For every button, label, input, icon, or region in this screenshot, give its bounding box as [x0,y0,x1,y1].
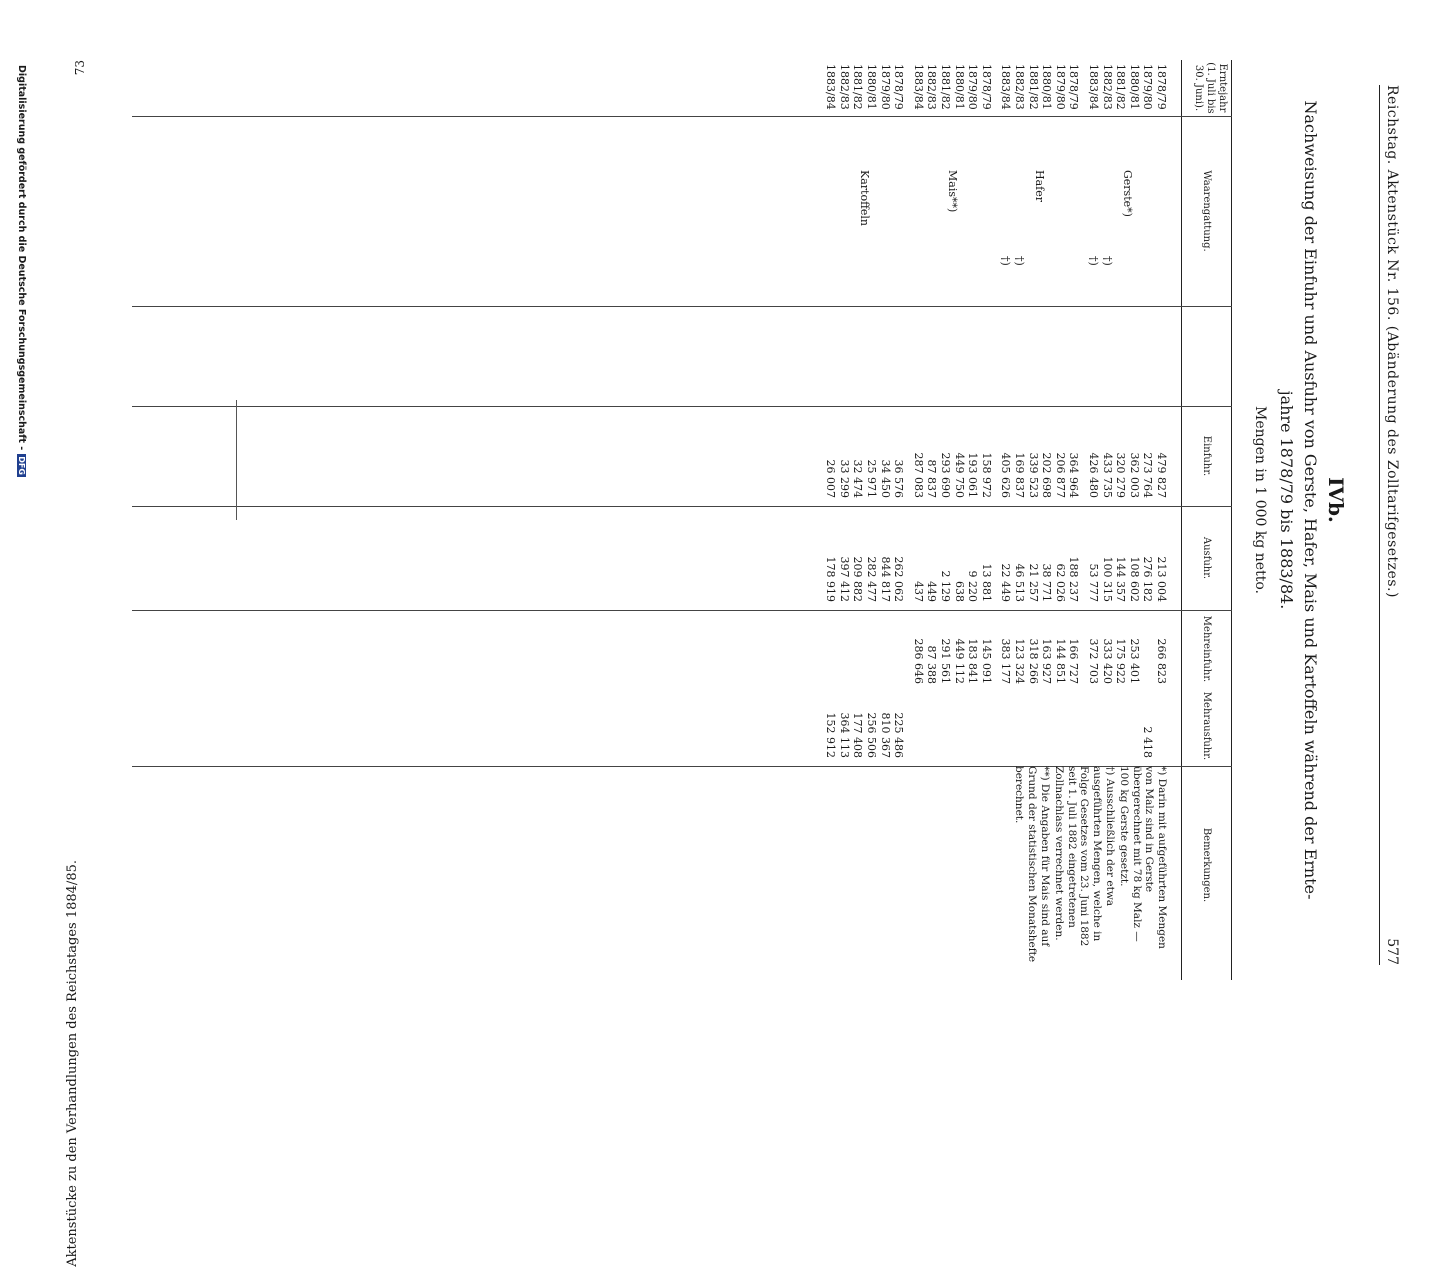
cell-import: 36 576 [892,459,906,498]
header-remarks: Bemerkungen. [1201,827,1212,903]
cell-import: 426 480 [1087,452,1100,498]
cell-year: 1883/84 [824,64,838,110]
cell-net-import: 449 112 [952,638,966,684]
cell-year: 1882/83 [1100,64,1114,110]
cell-export: 449 [925,581,939,602]
cell-import: 479 827 [1155,452,1168,498]
cell-export: 282 477 [865,556,878,602]
cell-net-export: 2 418 [1141,726,1155,758]
header-export: Ausfuhr. [1201,536,1212,580]
cell-year: 1879/80 [878,64,892,110]
cell-net-import: 87 388 [925,645,939,684]
cell-import: 339 523 [1026,452,1040,498]
cell-export: 21 257 [1026,563,1040,602]
section-number: IVb. [1324,477,1348,523]
cell-import: 449 750 [952,452,966,498]
cell-import: 364 964 [1067,452,1081,498]
header-year: Erntejahr (1. Juli bis 30. Juni). [1193,62,1228,114]
cell-net-import: 266 823 [1155,638,1168,684]
page-number: 577 [1384,938,1400,965]
cell-import: 293 690 [939,452,952,498]
cell-export: 38 771 [1040,563,1054,602]
cell-mark: †) [999,256,1013,266]
cell-year: 1878/79 [892,64,906,110]
commodity-label: Gerste*) [1121,170,1134,217]
cell-export: 13 881 [979,563,993,602]
unit-line: Mengen in 1 000 kg netto. [1252,406,1268,594]
cell-year: 1881/82 [851,64,865,110]
statistics-table [132,60,1242,980]
cell-import: 158 972 [979,452,993,498]
cell-year: 1880/81 [1040,64,1054,110]
footer-page-number: 73 [73,60,87,76]
cell-net-import: 163 927 [1040,638,1054,684]
cell-export: 209 882 [851,556,865,602]
title-line-2: jahre 1878/79 bis 1883/84. [1277,390,1296,610]
cell-export: 46 513 [1013,563,1026,602]
cell-import: 433 735 [1100,452,1114,498]
cell-net-import: 286 646 [911,638,925,684]
cell-year: 1878/79 [979,64,993,110]
table-top-rule [1231,60,1232,980]
cell-export: 22 449 [999,563,1013,602]
cell-year: 1881/82 [1026,64,1040,110]
cell-net-import: 291 561 [939,638,952,684]
cell-year: 1883/84 [1087,64,1100,110]
cell-export: 62 026 [1053,563,1067,602]
cell-year: 1879/80 [966,64,980,110]
cell-net-export: 256 506 [865,712,878,758]
cell-import: 33 299 [837,459,851,498]
cell-year: 1881/82 [1114,64,1128,110]
cell-year: 1880/81 [1127,64,1141,110]
cell-year: 1879/80 [1053,64,1067,110]
title-line-1: Nachweisung der Einfuhr und Ausfuhr von Gerste, Hafer, Mais und Kartoffeln während der Ernte- [1301,100,1320,900]
cell-import: 25 971 [865,459,878,498]
cell-net-import: 253 401 [1127,638,1141,684]
cell-import: 320 279 [1114,452,1128,498]
commodity-label: Hafer [1033,170,1047,202]
cell-year: 1878/79 [1155,64,1168,110]
cell-import: 206 877 [1053,452,1067,498]
cell-year: 1883/84 [911,64,925,110]
cell-export: 397 412 [837,556,851,602]
cell-mark: †) [1100,256,1114,266]
cell-mark: †) [1087,256,1100,266]
column-divider [132,610,1232,611]
cell-net-import: 123 324 [1013,638,1026,684]
cell-net-export: 364 113 [837,712,851,758]
cell-import: 26 007 [824,459,838,498]
cell-import: 273 764 [1141,452,1155,498]
cell-export: 178 919 [824,556,838,602]
cell-net-import: 318 266 [1026,638,1040,684]
column-divider [132,306,1232,307]
column-divider [132,406,1232,407]
cell-net-import: 166 727 [1067,638,1081,684]
cell-import: 362 003 [1127,452,1141,498]
commodity-label: Kartoffeln [858,170,872,227]
cell-import: 169 837 [1013,452,1026,498]
cell-net-export: 177 408 [851,712,865,758]
header-commodity: Waarengattung. [1201,170,1212,252]
header-net-export: Mehrausfuhr. [1201,691,1212,761]
cell-year: 1882/83 [925,64,939,110]
cell-year: 1882/83 [1013,64,1026,110]
cell-import: 202 698 [1040,452,1054,498]
cell-net-export: 810 367 [878,712,892,758]
header-net-import: Mehreinfuhr. [1201,615,1212,683]
cell-year: 1878/79 [1067,64,1081,110]
cell-net-export: 225 486 [892,712,906,758]
cell-import: 287 083 [911,452,925,498]
cell-import: 32 474 [851,459,865,498]
cell-export: 213 004 [1155,556,1168,602]
cell-year: 1880/81 [865,64,878,110]
cell-net-import: 145 091 [979,638,993,684]
cell-export: 188 237 [1067,556,1081,602]
digitization-text: Digitalisierung gefördert durch die Deutsche Forschungsgemeinschaft - [16,65,27,451]
cell-mark: †) [1013,256,1026,266]
note-gerste: *) Darin mit aufgeführten Mengen von Malz sind in Gerste übergerechnet mit 78 kg Malz — 100 kg Gerste gesetzt. [1118,766,1168,949]
cell-net-import: 175 922 [1114,638,1128,684]
cell-net-import: 383 177 [999,638,1013,684]
digitization-notice [16,65,27,477]
cell-export: 638 [952,581,966,602]
cell-export: 844 817 [878,556,892,602]
cell-net-import: 144 851 [1053,638,1067,684]
cell-import: 87 837 [925,459,939,498]
cell-year: 1883/84 [999,64,1013,110]
cell-export: 100 315 [1100,556,1114,602]
running-header [1380,85,1402,965]
cell-year: 1881/82 [939,64,952,110]
cell-export: 53 777 [1087,563,1100,602]
note-dagger: †) Ausschließlich der etwa ausgeführten Mengen, welche in Folge Gesetzes vom 23. Juni 1882 seit 1. Juli 1882 eingetretenen Zollnachlass verrechnet werden. [1053,766,1116,947]
cell-export: 276 182 [1141,556,1155,602]
separator-rule [236,400,237,520]
cell-export: 437 [911,581,925,602]
cell-export: 262 062 [892,556,906,602]
commodity-label: Mais**) [945,170,959,213]
cell-net-import: 372 703 [1087,638,1100,684]
header-import: Einfuhr. [1201,435,1212,477]
note-mais: **) Die Angaben für Mais sind auf Grund der statistischen Monatshefte berechnet. [1013,766,1051,963]
cell-export: 2 129 [939,570,952,602]
dfg-logo: DFG [17,456,26,475]
remarks-column [1013,766,1168,964]
cell-net-export: 152 912 [824,712,838,758]
cell-import: 193 061 [966,452,980,498]
cell-year: 1882/83 [837,64,851,110]
cell-import: 405 626 [999,452,1013,498]
cell-net-import: 333 420 [1100,638,1114,684]
header-title: Reichstag. Aktenstück Nr. 156. (Abänderung des Zolltarifgesetzes.) [1384,85,1400,598]
header-rule [1379,85,1380,965]
cell-import: 34 450 [878,459,892,498]
cell-export: 144 357 [1114,556,1128,602]
cell-net-import: 183 841 [966,638,980,684]
cell-export: 9 220 [966,570,980,602]
column-divider [132,506,1232,507]
cell-year: 1879/80 [1141,64,1155,110]
column-divider [132,116,1232,117]
cell-year: 1880/81 [952,64,966,110]
footer-source: Aktenstücke zu den Verhandlungen des Reichstages 1884/85. [65,860,80,1267]
cell-export: 108 602 [1127,556,1141,602]
